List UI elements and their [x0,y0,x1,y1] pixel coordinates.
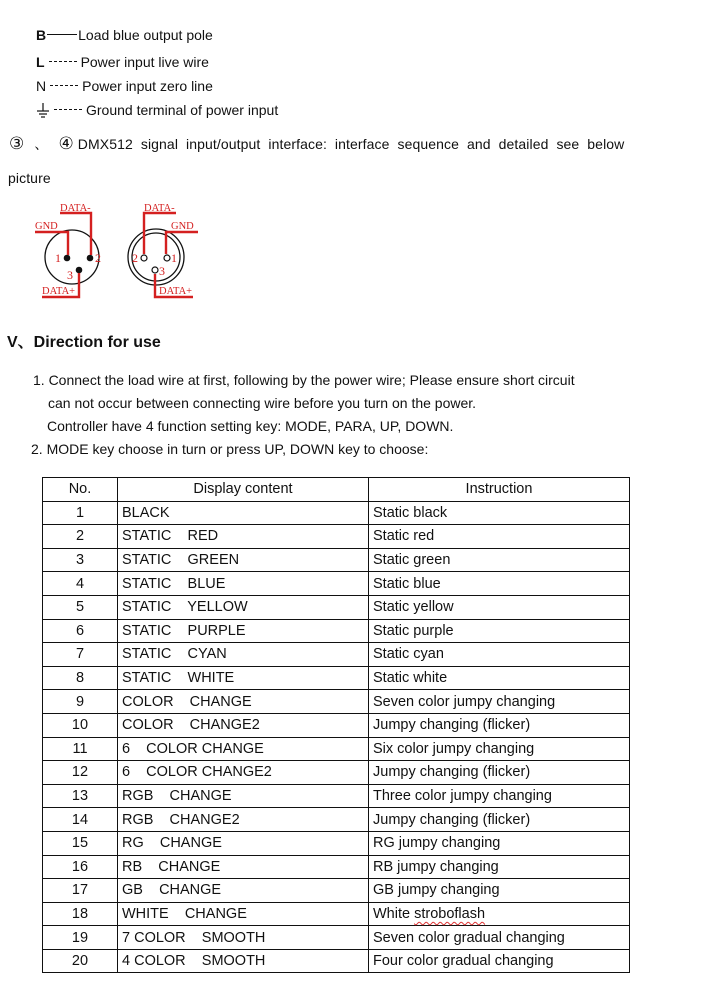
cell-display-content [118,949,369,973]
dashed-line-icon [50,85,78,86]
table-row [43,548,630,572]
cell-display-content [118,784,369,808]
cell-no [43,784,118,808]
cell-no [43,949,118,973]
table-row [43,643,630,667]
table-row [43,666,630,690]
dmx-text-line2: picture [8,170,51,186]
cell-instruction [369,548,630,572]
cell-display-content-text: 6 COLOR CHANGE [122,740,264,757]
pin-3 [152,267,158,273]
cell-instruction-text: GB jumpy changing [373,882,500,899]
table-row [43,525,630,549]
pin-label-3: 3 [67,268,73,282]
cell-no [43,619,118,643]
cell-instruction-text: Static red [373,528,435,545]
cell-instruction-text [373,906,485,922]
cell-no [43,501,118,525]
cell-no-text: 11 [72,740,88,757]
legend-text: Load blue output pole [78,27,213,43]
cell-no [43,525,118,549]
cell-instruction-text: Static black [373,504,448,521]
cell-display-content [118,501,369,525]
cell-display-content-text: STATIC BLUE [122,575,226,592]
cell-no [43,548,118,572]
cell-no-text: 16 [71,858,89,875]
cell-instruction-text: Static cyan [373,646,444,663]
cell-no [43,737,118,761]
cell-no-text: 15 [71,835,89,852]
cell-display-content-text: STATIC YELLOW [122,599,248,616]
table-row [43,713,630,737]
pin-label-1: 1 [55,251,61,265]
cell-display-content [118,855,369,879]
table-row [43,784,630,808]
cell-instruction [369,808,630,832]
cell-no-text: 6 [75,622,85,639]
pin-2 [87,255,94,262]
table-row [43,619,630,643]
cell-display-content-text: COLOR CHANGE [122,693,252,710]
cell-instruction [369,949,630,973]
instruction-item-1-line2: can not occur between connecting wire before you turn on the power. [48,395,477,411]
cell-display-content-text: BLACK [122,504,170,521]
cell-no-text: 1 [75,504,85,521]
legend-item-l [36,53,209,71]
cell-instruction [369,831,630,855]
cell-no [43,643,118,667]
cell-no [43,761,118,785]
cell-instruction-text: Static green [373,552,451,569]
mode-table [42,477,630,973]
header-display-content: Display content [118,478,369,502]
circled-number-3: ③ [9,134,25,153]
circled-number-4: ④ [58,134,74,153]
cell-no-text: 2 [75,528,85,545]
cell-no-text: 12 [71,764,89,781]
cell-display-content-text: GB CHANGE [122,882,222,899]
pin-3 [76,267,83,274]
cell-instruction [369,855,630,879]
table-row [43,902,630,926]
pin-label-2: 2 [95,251,101,265]
cell-display-content [118,666,369,690]
cell-instruction-text: Jumpy changing (flicker) [373,811,531,828]
table-row [43,831,630,855]
instruction-item-1-line1: 1. Connect the load wire at first, following by the power wire; Please ensure short circuit [33,372,575,388]
cell-display-content-text: RB CHANGE [122,858,221,875]
male-connector [35,203,101,297]
cell-display-content [118,831,369,855]
legend-text: Ground terminal of power input [86,102,279,118]
label-data-plus: DATA+ [42,286,76,297]
pin-2 [141,255,147,261]
instruction-item-1-line3: Controller have 4 function setting key: MODE, PARA, UP, DOWN. [47,418,454,434]
cell-instruction-text: Static blue [373,575,441,592]
cell-display-content [118,548,369,572]
cell-no [43,690,118,714]
cell-no-text: 18 [71,905,89,922]
legend-item-n [36,77,213,95]
table-row [43,761,630,785]
cell-display-content-text: STATIC RED [122,528,219,545]
cell-display-content [118,595,369,619]
cell-display-content-text: WHITE CHANGE [122,905,247,922]
separator: 、 [34,136,49,152]
cell-instruction [369,879,630,903]
cell-display-content-text: RGB CHANGE [122,788,232,805]
label-data-minus: DATA- [144,203,175,214]
cell-no [43,808,118,832]
cell-display-content [118,619,369,643]
cell-display-content [118,737,369,761]
cell-no-text: 4 [75,575,85,592]
cell-no-text: 7 [75,646,85,663]
dashed-line-icon [54,109,82,110]
cell-display-content [118,690,369,714]
header-instruction: Instruction [369,478,630,502]
cell-instruction [369,713,630,737]
cell-no [43,831,118,855]
cell-instruction [369,525,630,549]
table-row [43,926,630,950]
cell-instruction [369,902,630,926]
table-header-row [43,478,630,502]
cell-no [43,595,118,619]
cell-display-content [118,902,369,926]
legend-symbol: B [36,27,47,43]
table-row [43,855,630,879]
table-body [43,501,630,973]
legend-symbol: L [36,54,45,70]
cell-display-content-text: STATIC PURPLE [122,622,246,639]
cell-instruction-text: Static purple [373,622,454,639]
cell-display-content-text: STATIC CYAN [122,646,227,663]
cell-no-text: 10 [71,717,89,734]
cell-instruction [369,926,630,950]
dmx-text-line1: DMX512 signal input/output interface: interface sequence and detailed see below [77,136,625,152]
pin-1 [64,255,71,262]
cell-no [43,855,118,879]
female-connector [128,203,198,297]
section-heading: V、Direction for use [7,334,161,351]
cell-display-content [118,808,369,832]
cell-display-content-text: RGB CHANGE2 [122,811,240,828]
table-row [43,737,630,761]
cell-display-content-text: 7 COLOR SMOOTH [122,929,266,946]
cell-instruction-text: Three color jumpy changing [373,788,552,805]
cell-display-content-text: RG CHANGE [122,835,222,852]
cell-instruction-text: Six color jumpy changing [373,740,535,757]
cell-instruction-text: Seven color gradual changing [373,929,565,946]
cell-no-text: 14 [71,811,89,828]
cell-display-content-text: 6 COLOR CHANGE2 [122,764,272,781]
cell-instruction [369,784,630,808]
cell-no [43,902,118,926]
table-row [43,879,630,903]
cell-instruction [369,643,630,667]
cell-instruction-text: Four color gradual changing [373,953,554,970]
cell-no-text: 13 [71,788,89,805]
label-gnd: GND [35,221,58,232]
pin-label-3: 3 [159,264,165,278]
pin-1 [164,255,170,261]
legend-item-b [36,26,213,44]
cell-display-content [118,761,369,785]
table-row [43,808,630,832]
label-data-plus: DATA+ [159,286,193,297]
cell-instruction-text: Seven color jumpy changing [373,693,556,710]
cell-display-content [118,926,369,950]
cell-instruction [369,595,630,619]
label-data-minus: DATA- [60,203,91,214]
cell-instruction-text: Static yellow [373,599,454,616]
ground-icon [36,102,50,118]
cell-no-text: 20 [71,953,89,970]
cell-no-text: 9 [75,693,85,710]
cell-instruction-text: Static white [373,670,448,687]
table-row [43,595,630,619]
cell-display-content-text: 4 COLOR SMOOTH [122,953,266,970]
solid-line-icon [47,34,77,35]
cell-no [43,713,118,737]
cell-instruction-text: RB jumpy changing [373,858,499,875]
header-no: No. [43,478,118,502]
cell-display-content [118,879,369,903]
xlr-pinout-diagram [0,195,220,305]
cell-display-content-text: COLOR CHANGE2 [122,717,260,734]
cell-instruction [369,737,630,761]
cell-no-text: 17 [71,882,89,899]
legend-item-ground [36,101,278,119]
pin-label-2: 2 [132,251,138,265]
label-gnd: GND [171,221,194,232]
cell-no [43,926,118,950]
cell-no [43,879,118,903]
cell-no-text: 3 [75,552,85,569]
cell-display-content [118,572,369,596]
cell-instruction [369,572,630,596]
cell-instruction [369,619,630,643]
pin-label-1: 1 [171,251,177,265]
cell-display-content [118,713,369,737]
cell-no-text: 5 [75,599,85,616]
cell-instruction-text: Jumpy changing (flicker) [373,717,531,734]
dashed-line-icon [49,61,77,62]
cell-instruction [369,501,630,525]
table-row [43,501,630,525]
cell-no-text: 8 [75,670,85,687]
cell-display-content-text: STATIC GREEN [122,552,240,569]
dmx-paragraph [9,134,669,154]
legend-text: Power input live wire [80,54,209,70]
cell-display-content [118,643,369,667]
table-row [43,690,630,714]
cell-instruction [369,666,630,690]
table-row [43,949,630,973]
cell-instruction-text: Jumpy changing (flicker) [373,764,531,781]
cell-no [43,572,118,596]
cell-instruction [369,690,630,714]
instruction-part: White [373,905,415,922]
cell-no-text: 19 [71,929,89,946]
instruction-item-2: 2. MODE key choose in turn or press UP, DOWN key to choose: [31,441,429,457]
cell-display-content [118,525,369,549]
cell-instruction [369,761,630,785]
legend-text: Power input zero line [82,78,213,94]
spellcheck-underlined-word: stroboflash [414,905,486,922]
cell-display-content-text: STATIC WHITE [122,670,235,687]
legend-symbol: N [36,78,47,94]
table-row [43,572,630,596]
cell-no [43,666,118,690]
gnd-wire [35,232,68,255]
cell-instruction-text: RG jumpy changing [373,835,501,852]
